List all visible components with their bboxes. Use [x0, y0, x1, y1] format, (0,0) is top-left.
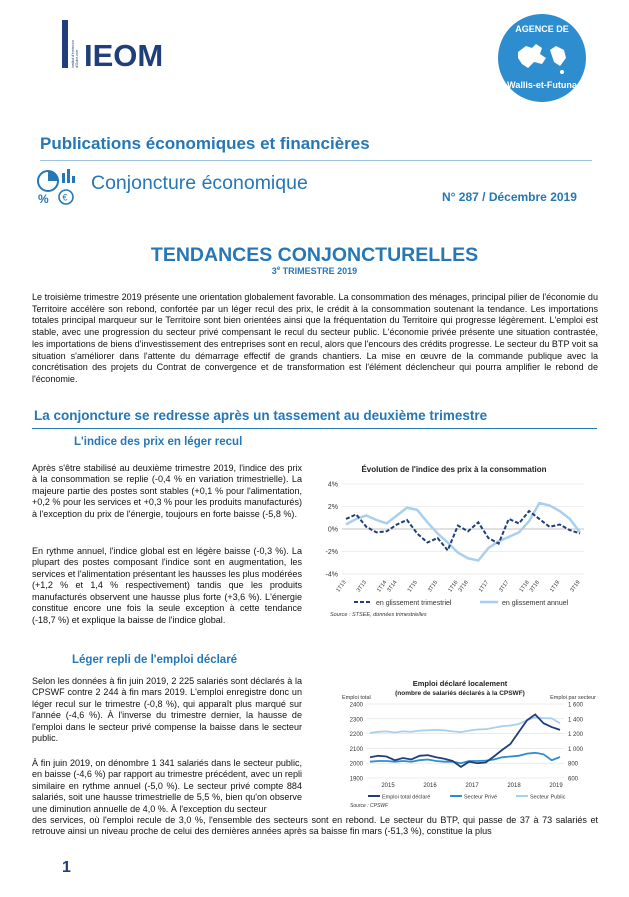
x-tick-label: 1T16	[447, 579, 460, 594]
x-tick-label: 1T19	[549, 579, 562, 594]
series-line-total	[370, 714, 560, 767]
y-right-tick-label: 1 000	[568, 746, 584, 753]
economy-icon	[34, 167, 78, 207]
header-divider	[40, 160, 592, 161]
page-number: 1	[62, 859, 71, 876]
y-tick-label: 0%	[327, 526, 338, 534]
legend-label-public: Secteur Public	[530, 794, 566, 801]
employment-chart	[340, 676, 598, 811]
x-tick-label: 1T13	[335, 579, 348, 594]
subsection-employment-title: Léger repli de l'emploi déclaré	[72, 654, 238, 666]
y-left-label: Emploi total	[342, 695, 371, 701]
agency-label-top: AGENCE DE	[515, 24, 569, 34]
x-tick-label: 1T14	[376, 579, 389, 594]
y-right-tick-label: 800	[568, 761, 579, 768]
prices-paragraph-2: En rythme annuel, l'indice global est en légère baisse (-0,3 %). La plupart des postes composant l'indice sont en augmentation, les services et l'alimentation présentant les hausses les plus modérées (+1,2 % et 1,4 % respectivement) tandis que les produits manufacturés observent une hausse plus forte (+3,6 %). L'énergie constitue encore une fois la seule exception à cette tendance (-18,7 %) et explique la baisse de l'indice global.	[32, 546, 302, 625]
page-subtitle	[0, 266, 629, 276]
prices-paragraph-1: Après s'être stabilisé au deuxième trimestre 2019, l'indice des prix à la consommation se replie (-0,4 % en variation trimestrielle). La majeure partie des postes sont stables (+0,1 % pour l'alimentation, +0,2 % pour les services et +0,3 % pour les produits manufacturés) à l'exception du prix de l'énergie, toujours en forte baisse (-5,8 %).	[32, 463, 302, 519]
intro-paragraph: Le troisième trimestre 2019 présente une orientation globalement favorable. La consommation des ménages, principal pilier de l'économie du Territoire accélère son rebond, confortée par un léger recul des prix, le crédit à la consommation soutenant la tendance. Les importations totales principal marqueur sur le Territoire sont bien orientées ainsi que la fréquentation du Territoire qui progresse légèrement. L'emploi est stable, avec une progression du secteur privé compensant le recul du secteur public. L'économie privée présente une situation contrastée, les importations de biens d'investissement des entreprises sont en recul, alors que l'encours des crédits progresse. Le secteur du BTP voit sa situation s'améliorer dans l'attente du démarrage effectif de grands chantiers. La mise en œuvre de la commande publique avec la concrétisation des projets du Contrat de convergence et de transformation est l'élément déclencheur qui pourra amplifier le rebond de l'économie.	[32, 292, 598, 384]
legend-label-total: Emploi total déclaré	[382, 794, 431, 801]
quarter-text: TRIMESTRE 2019	[280, 266, 358, 276]
quarter-number: 3	[271, 266, 277, 276]
svg-text:€: €	[62, 192, 68, 203]
y-left-tick-label: 1900	[349, 776, 363, 783]
page-title: TENDANCES CONJONCTURELLES	[150, 244, 479, 266]
series-line-public	[370, 717, 560, 733]
x-tick-label: 3T19	[569, 579, 582, 594]
y-tick-label: -2%	[325, 549, 338, 556]
x-tick-label: 2015	[381, 783, 395, 789]
y-tick-label: -4%	[325, 571, 338, 579]
y-right-tick-label: 1 200	[568, 732, 584, 739]
x-tick-label: 3T14	[386, 579, 399, 594]
ieom-logo-bar	[62, 20, 68, 68]
employment-paragraph-1: Selon les données à fin juin 2019, 2 225 salariés sont déclarés à la CPSWF contre 2 244 à fin mars 2019. L'emploi enregistre donc un léger recul sur le trimestre (-0,8 %), qui apparaît plus marqué sur l'année (-4,6 %). À l'inverse du trimestre dernier, la hausse de l'emploi dans le secteur privé compense la baisse dans le secteur public.	[32, 676, 302, 744]
x-tick-label: 1T17	[477, 579, 491, 594]
legend-label-quarterly: en glissement trimestriel	[376, 600, 452, 607]
y-left-tick-label: 2300	[349, 717, 363, 724]
y-right-tick-label: 600	[568, 776, 579, 783]
chart-source: Source : CPSWF	[350, 803, 389, 809]
series-label: Conjoncture économique	[91, 172, 308, 194]
chart-subtitle: (nombre de salariés déclarés à la CPSWF)	[395, 690, 525, 697]
agency-label-bottom: Wallis-et-Futuna	[507, 80, 577, 90]
x-tick-label: 2019	[549, 783, 563, 789]
subsection-prices-title: L'indice des prix en léger recul	[74, 436, 243, 448]
legend-label-annual: en glissement annuel	[502, 600, 569, 607]
x-tick-label: 3T18	[528, 579, 541, 594]
y-right-tick-label: 1 600	[568, 702, 584, 709]
x-tick-label: 3T15	[427, 579, 440, 594]
quarter-suffix: e	[276, 266, 281, 272]
employment-paragraph-2: À fin juin 2019, on dénombre 1 341 salariés dans le secteur public, en baisse (-4,6 %) par rapport au trimestre précédent, avec un repli similaire en rythme annuel (-5,0 %). Le secteur privé compte 884 salariés, soit une hausse trimestrielle de 5,5 %, bien qu'on observe une diminution annuelle de 4,0 %. À l'exception du secteur	[32, 758, 302, 814]
y-right-label: Emploi par secteur	[550, 695, 596, 701]
x-tick-label: 2017	[465, 783, 479, 789]
y-right-tick-label: 1 400	[568, 717, 584, 724]
chart-title: Emploi déclaré localement	[412, 679, 508, 688]
y-left-tick-label: 2200	[349, 732, 363, 739]
section-divider	[32, 428, 597, 429]
y-left-tick-label: 2100	[349, 746, 363, 753]
x-tick-label: 2018	[507, 783, 521, 789]
y-tick-label: 2%	[327, 504, 338, 511]
section-title: La conjoncture se redresse après un tassement au deuxième trimestre	[34, 408, 488, 423]
island-map-icon	[512, 40, 570, 78]
x-tick-label: 2016	[423, 783, 437, 789]
employment-paragraph-3: des services, où l'emploi recule de 3,0 %, l'ensemble des secteurs sont en rebond. Le secteur du BTP, qui passe de 37 à 73 salariés et retrouve ainsi un niveau proche de celui des dernières années après sa baisse fin mars (-51,3 %), constitue la plus	[32, 815, 598, 837]
ieom-logo: IEOM	[84, 38, 164, 73]
y-left-tick-label: 2400	[349, 702, 363, 709]
x-tick-label: 3T13	[355, 579, 368, 594]
series-line-quarterly	[346, 511, 580, 550]
publication-title: Publications économiques et financières	[40, 134, 370, 153]
legend-label-private: Secteur Privé	[464, 794, 498, 801]
y-tick-label: 4%	[327, 481, 338, 489]
chart-title: Évolution de l'indice des prix à la consommation	[361, 465, 547, 474]
x-tick-label: 3T17	[498, 579, 511, 594]
price-index-chart	[312, 460, 597, 622]
x-tick-label: 1T15	[406, 579, 419, 594]
series-line-private	[370, 753, 560, 763]
issue-number: N° 287 / Décembre 2019	[442, 190, 577, 204]
svg-text:%: %	[38, 192, 49, 206]
chart-source: Source : STSEE, données trimestrielles	[330, 612, 427, 618]
y-left-tick-label: 2000	[349, 761, 363, 768]
ieom-tagline: Institut d'émission d'Outre-mer	[71, 40, 79, 68]
x-tick-label: 1T18	[518, 579, 531, 594]
x-tick-label: 3T16	[457, 579, 470, 594]
